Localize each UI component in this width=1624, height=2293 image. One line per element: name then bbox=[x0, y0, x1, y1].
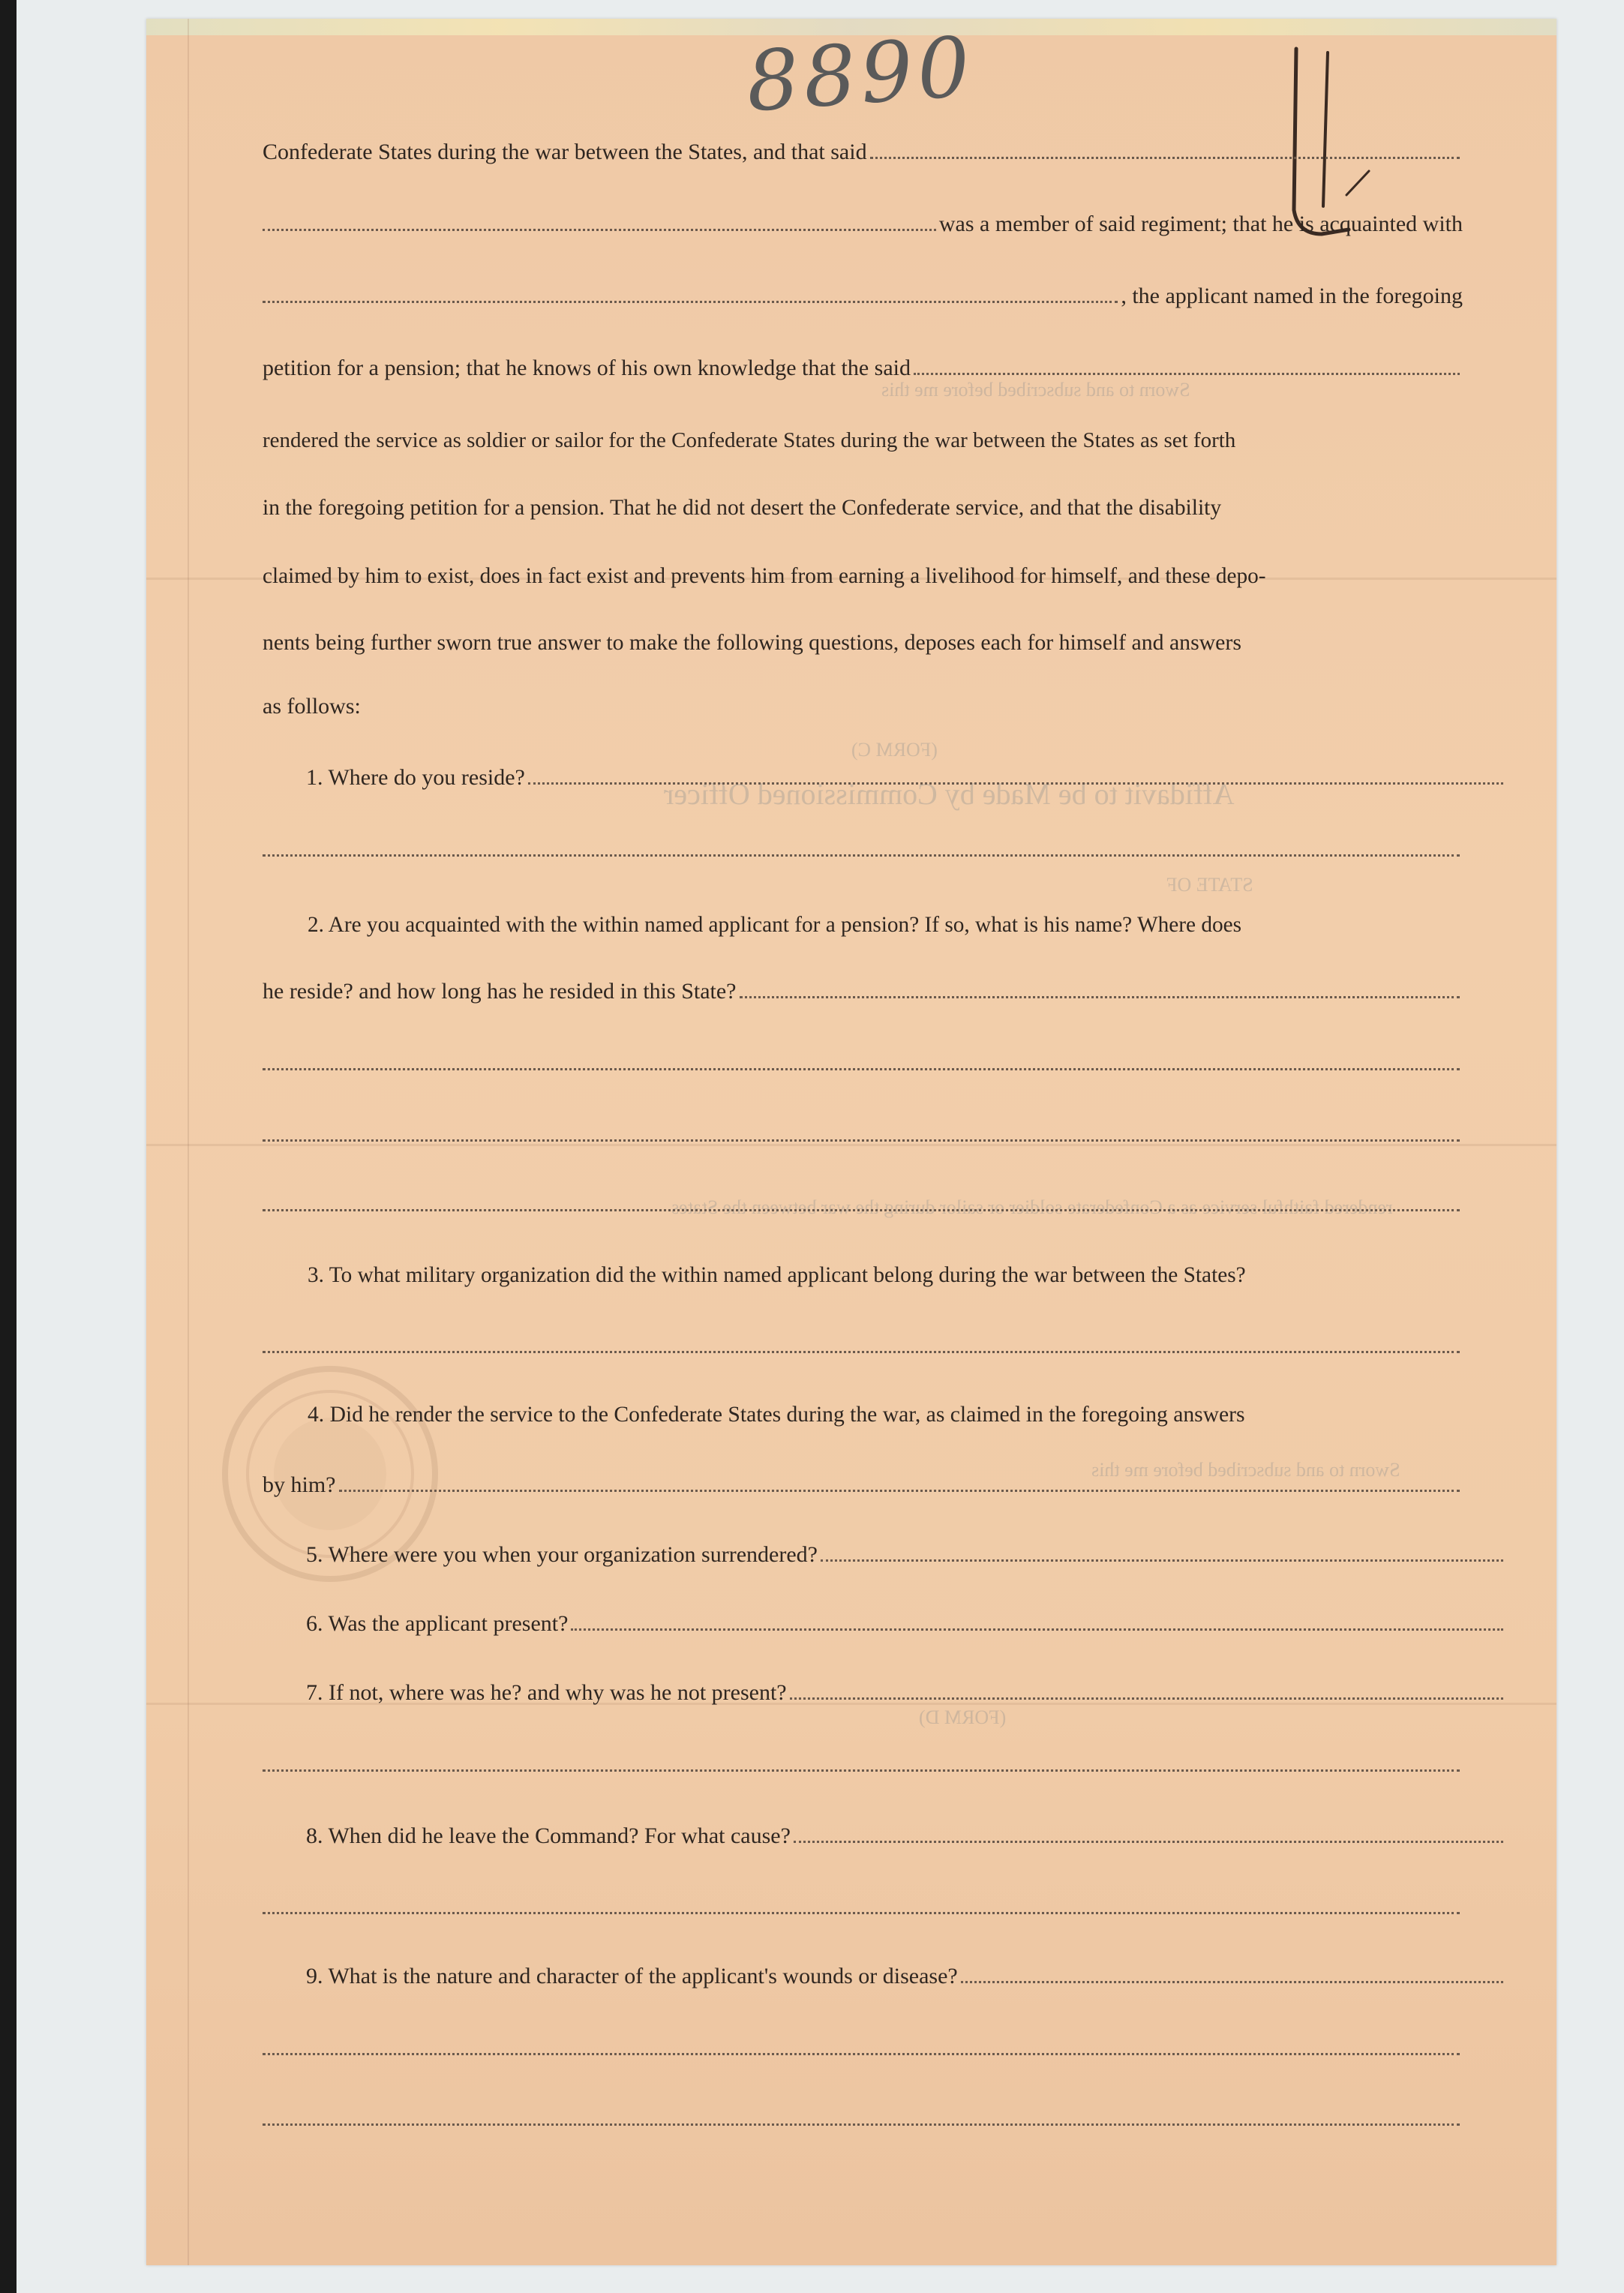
bleed-through: Sworn to and subscribed before me this bbox=[881, 379, 1190, 401]
text-line: nents being further sworn true answer to make the following questions, deposes each for himself and answers bbox=[263, 630, 1241, 655]
bleed-through: rendered faithful service as a Confederate soldier or sailor during the war between the States bbox=[671, 1196, 1393, 1218]
answer-field[interactable] bbox=[740, 978, 1460, 998]
answer-line bbox=[263, 1333, 1463, 1353]
answer-field[interactable] bbox=[528, 764, 1503, 785]
bleed-through: Sworn to and subscribed before me this bbox=[1091, 1459, 1400, 1481]
question-text: 9. What is the nature and character of the applicant's wounds or disease? bbox=[306, 1964, 958, 1988]
question-text: he reside? and how long has he resided in this State? bbox=[263, 979, 737, 1004]
blank-field[interactable] bbox=[263, 283, 1118, 303]
bleed-through: (FORM D) bbox=[919, 1706, 1007, 1728]
text-line: claimed by him to exist, does in fact exist and prevents him from earning a livelihood for himself, and these depo- bbox=[263, 564, 1266, 588]
answer-line bbox=[263, 1121, 1463, 1142]
text-line: in the foregoing petition for a pension. That he did not desert the Confederate service, and that the disability bbox=[263, 496, 1222, 520]
text-line bbox=[263, 353, 1463, 383]
question-8 bbox=[263, 1821, 1506, 1851]
answer-field[interactable] bbox=[263, 1333, 1460, 1353]
question-4-continued bbox=[263, 1470, 1463, 1500]
scan-edge bbox=[0, 0, 17, 2293]
text-line: rendered the service as soldier or sailor for the Confederate States during the war between the States as set forth bbox=[263, 428, 1236, 452]
text-line-content: petition for a pension; that he knows of his own knowledge that the said bbox=[263, 356, 911, 380]
question-5 bbox=[263, 1540, 1506, 1570]
question-text: 7. If not, where was he? and why was he not present? bbox=[306, 1680, 787, 1705]
question-7 bbox=[263, 1678, 1506, 1708]
question-2: 2. Are you acquainted with the within named applicant for a pension? If so, what is his name? Where does bbox=[308, 913, 1242, 937]
answer-field[interactable] bbox=[821, 1541, 1503, 1562]
answer-field[interactable] bbox=[339, 1472, 1460, 1492]
file-number: 8890 bbox=[743, 18, 978, 131]
answer-field[interactable] bbox=[263, 2105, 1460, 2126]
answer-field[interactable] bbox=[263, 2035, 1460, 2055]
fold-line bbox=[146, 1144, 1556, 1146]
question-text: 8. When did he leave the Command? For what cause? bbox=[306, 1823, 791, 1848]
answer-field[interactable] bbox=[263, 1121, 1460, 1142]
question-4: 4. Did he render the service to the Confederate States during the war, as claimed in the foregoing answers bbox=[308, 1403, 1245, 1427]
answer-field[interactable] bbox=[263, 1894, 1460, 1914]
answer-line bbox=[263, 1191, 1463, 1211]
answer-line bbox=[263, 1894, 1463, 1914]
text-line-content: , the applicant named in the foregoing bbox=[1121, 284, 1463, 308]
answer-field[interactable] bbox=[571, 1610, 1503, 1631]
answer-field[interactable] bbox=[790, 1679, 1503, 1700]
bleed-through: Affidavit to be Made by Commissioned Officer bbox=[664, 777, 1235, 811]
answer-field[interactable] bbox=[263, 1191, 1460, 1211]
answer-field[interactable] bbox=[961, 1963, 1503, 1983]
text-line bbox=[263, 281, 1463, 311]
question-text: by him? bbox=[263, 1472, 336, 1497]
blank-field[interactable] bbox=[914, 355, 1460, 375]
question-text: 5. Where were you when your organization surrendered? bbox=[306, 1542, 818, 1567]
question-1 bbox=[263, 763, 1506, 793]
text-line bbox=[263, 137, 1463, 167]
margin-line bbox=[188, 19, 189, 2265]
text-line: as follows: bbox=[263, 694, 361, 719]
answer-field[interactable] bbox=[263, 836, 1460, 857]
blank-field[interactable] bbox=[263, 211, 936, 231]
question-text: 6. Was the applicant present? bbox=[306, 1611, 569, 1636]
question-9 bbox=[263, 1961, 1506, 1991]
pension-affidavit-page bbox=[146, 19, 1556, 2265]
bleed-through: STATE OF bbox=[1166, 874, 1253, 896]
answer-field[interactable] bbox=[263, 1751, 1460, 1772]
answer-line bbox=[263, 836, 1463, 857]
question-3: 3. To what military organization did the within named applicant belong during the war between the States? bbox=[308, 1263, 1246, 1287]
question-2-continued bbox=[263, 977, 1463, 1007]
answer-line bbox=[263, 1050, 1463, 1070]
bleed-through: (FORM C) bbox=[851, 739, 938, 761]
question-6 bbox=[263, 1609, 1506, 1639]
answer-line bbox=[263, 1751, 1463, 1772]
answer-line bbox=[263, 2035, 1463, 2055]
text-line-content: Confederate States during the war between the States, and that said bbox=[263, 140, 867, 164]
blank-field[interactable] bbox=[870, 139, 1460, 159]
answer-line bbox=[263, 2105, 1463, 2126]
answer-field[interactable] bbox=[263, 1050, 1460, 1070]
text-line bbox=[263, 209, 1463, 239]
text-line-content: was a member of said regiment; that he is acquainted with bbox=[938, 212, 1463, 236]
question-text: 1. Where do you reside? bbox=[306, 765, 525, 790]
answer-field[interactable] bbox=[794, 1823, 1503, 1843]
